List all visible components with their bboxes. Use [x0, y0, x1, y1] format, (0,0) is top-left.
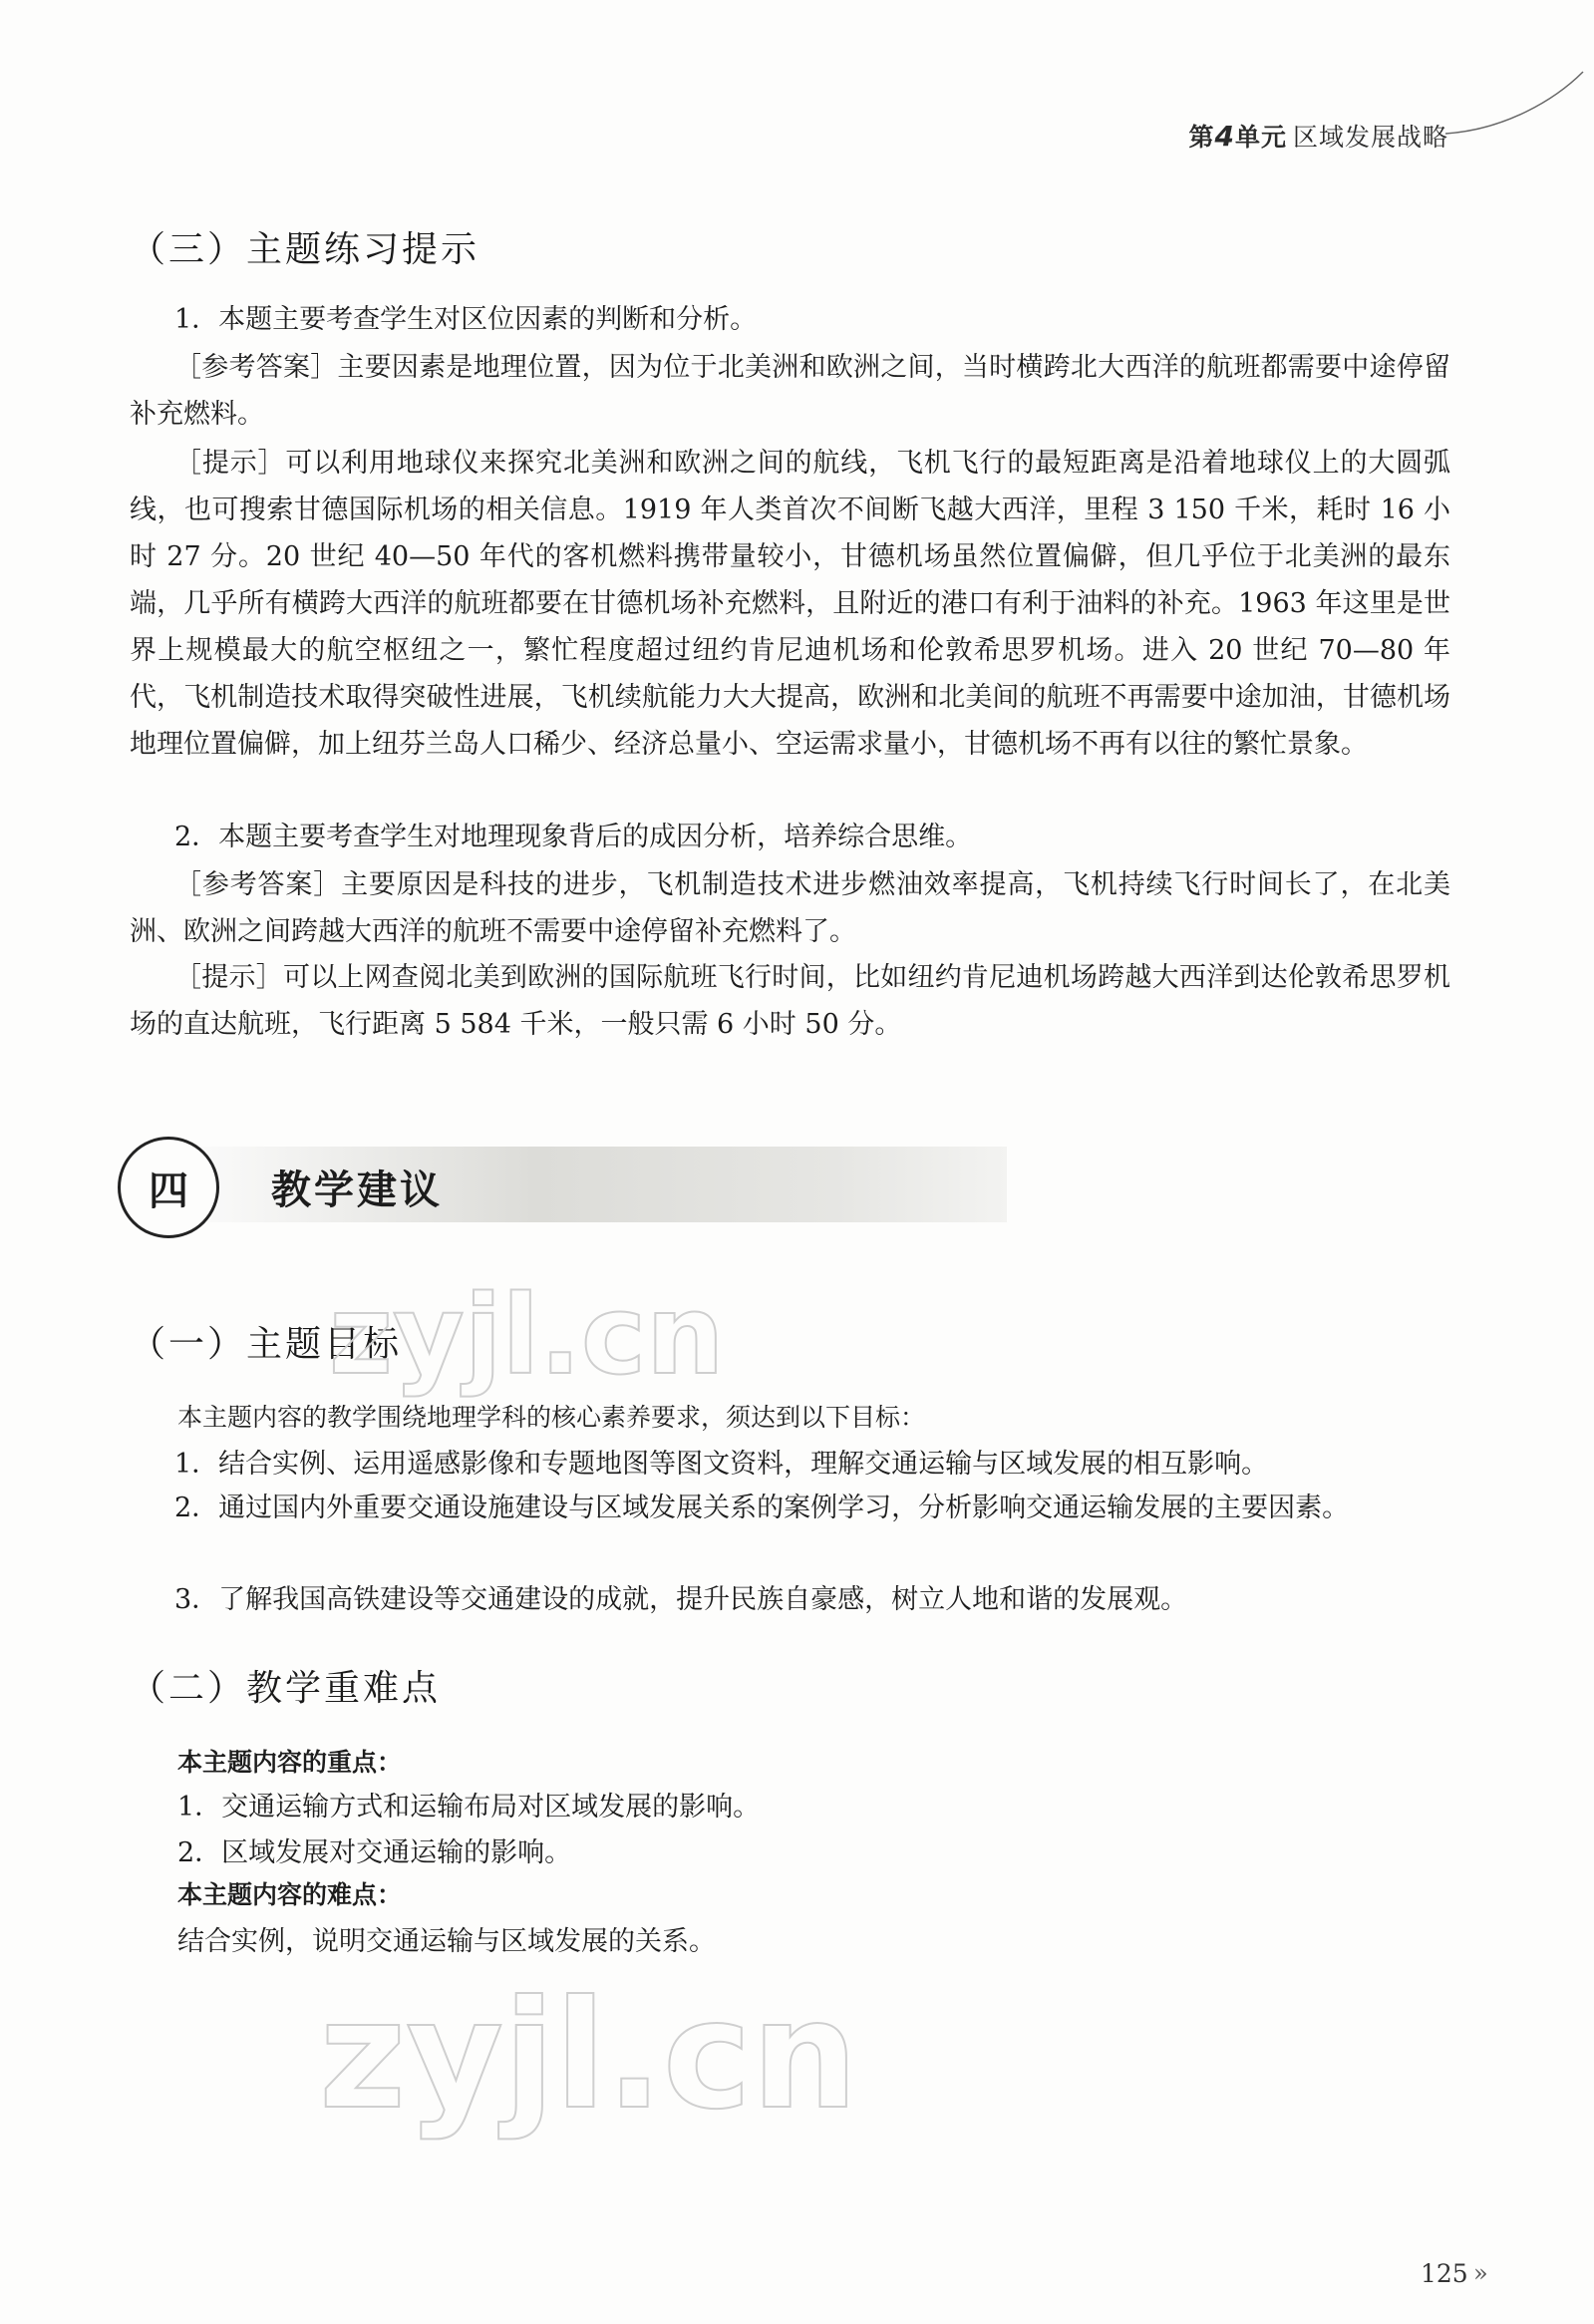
section3-heading: （三）主题练习提示: [130, 229, 480, 270]
page-number: 125: [1421, 2259, 1468, 2288]
watermark-upper: zyjl.cn: [329, 1271, 725, 1399]
section4-title: 教学建议: [271, 1166, 443, 1213]
item1-answer: ［参考答案］主要因素是地理位置，因为位于北美洲和欧洲之间，当时横跨北大西洋的航班都需要中途停留补充燃料。: [130, 352, 1450, 430]
key-point-1: 1．交通运输方式和运输布局对区域发展的影响。: [177, 1792, 761, 1823]
key-points-label: 本主题内容的重点：: [177, 1748, 403, 1777]
header-decorative-curve: [1445, 70, 1585, 150]
unit-suffix: 单元: [1234, 123, 1287, 152]
item1-hint: ［提示］可以利用地球仪来探究北美洲和欧洲之间的航线，飞机飞行的最短距离是沿着地球仪上的大圆弧线，也可搜索甘德国际机场的相关信息。1919 年人类首次不间断飞越大西洋，里程 3 150 千米，耗时 16 小时 27 分。20 世纪 40—50 年代的客机燃料携带量较小，甘德机场虽然位置偏僻，但几乎位于北美洲的最东端，几乎所有横跨大西洋的航班都要在甘德机场补充燃料，且附近的港口有利于油料的补充。1963 年这里是世界上规模最大的航空枢纽之一，繁忙程度超过纽约肯尼迪机场和伦敦希思罗机场。进入 20 世纪 70—80 年代，飞机制造技术取得突破性进展，飞机续航能力大大提高，欧洲和北美间的航班不再需要中途加油，甘德机场地理位置偏僻，加上纽芬兰岛人口稀少、经济总量小、空运需求量小，甘德机场不再有以往的繁忙景象。: [130, 448, 1450, 760]
watermark-lower: zyjl.cn: [319, 1969, 858, 2143]
goal-1: 1．结合实例、运用遥感影像和专题地图等图文资料，理解交通运输与区域发展的相互影响。: [174, 1449, 1269, 1480]
unit-title: 区域发展战略: [1292, 123, 1448, 152]
item2-title: 2．本题主要考查学生对地理现象背后的成因分析，培养综合思维。: [174, 822, 973, 852]
difficulty-label: 本主题内容的难点：: [177, 1880, 403, 1909]
next-page-arrow-icon: »: [1473, 2259, 1488, 2287]
section4-number-badge: 四: [118, 1137, 219, 1238]
unit-number: 4: [1214, 120, 1235, 153]
goal-2: 2．通过国内外重要交通设施建设与区域发展关系的案例学习，分析影响交通运输发展的主要因素。: [174, 1493, 1350, 1523]
item2-hint: ［提示］可以上网查阅北美到欧洲的国际航班飞行时间，比如纽约肯尼迪机场跨越大西洋到达伦敦希思罗机场的直达航班，飞行距离 5 584 千米，一般只需 6 小时 50 分。: [130, 962, 1450, 1040]
goal-3: 3．了解我国高铁建设等交通建设的成就，提升民族自豪感，树立人地和谐的发展观。: [174, 1584, 1188, 1615]
difficulty-1: 结合实例，说明交通运输与区域发展的关系。: [177, 1926, 716, 1957]
sub1-intro: 本主题内容的教学围绕地理学科的核心素养要求，须达到以下目标：: [177, 1403, 926, 1432]
running-header: [1188, 118, 1448, 154]
item2-answer: ［参考答案］主要原因是科技的进步，飞机制造技术进步燃油效率提高，飞机持续飞行时间长了，在北美洲、欧洲之间跨越大西洋的航班不需要中途停留补充燃料了。: [130, 869, 1450, 947]
unit-prefix: 第: [1188, 123, 1215, 152]
key-point-2: 2．区域发展对交通运输的影响。: [177, 1837, 572, 1868]
sub2-heading: （二）教学重难点: [130, 1668, 442, 1709]
sub1-heading: （一）主题目标: [130, 1324, 403, 1365]
item1-title: 1．本题主要考查学生对区位因素的判断和分析。: [174, 304, 758, 335]
